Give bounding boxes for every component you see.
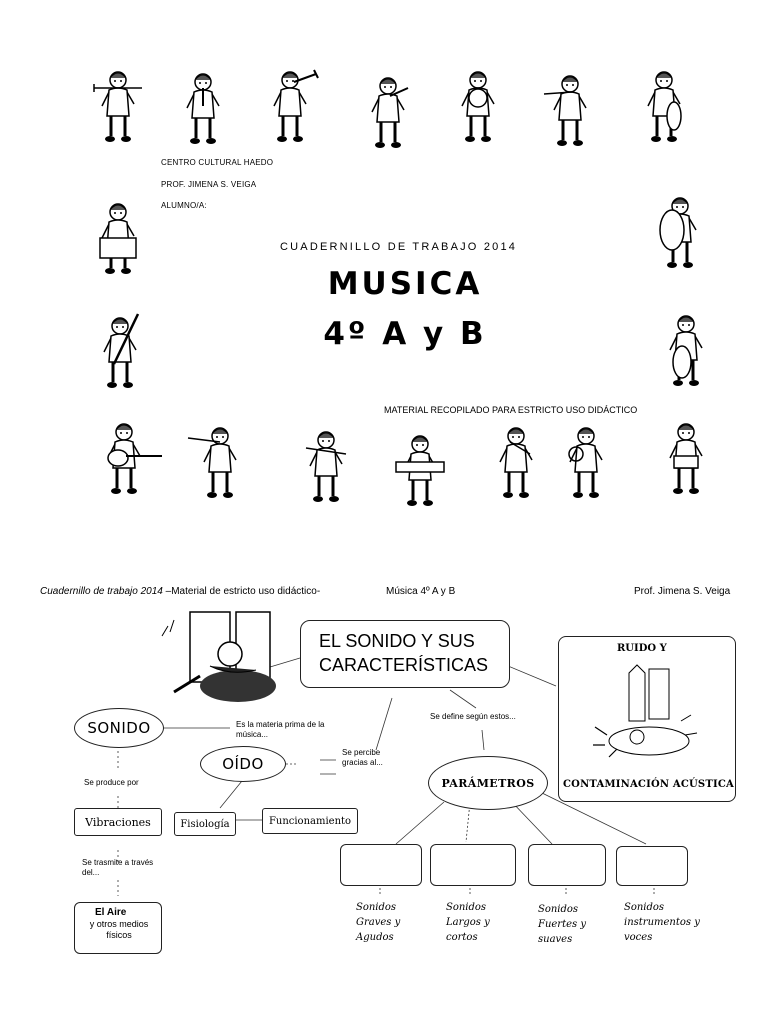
violin-player-icon-3 xyxy=(496,424,536,502)
fisiologia-box xyxy=(174,812,236,836)
header-right: Prof. Jimena S. Veiga xyxy=(634,586,731,597)
oido-label: OÍDO xyxy=(222,755,264,773)
info-school: CENTRO CULTURAL HAEDO xyxy=(161,158,274,167)
cover-subtitle: CUADERNILLO DE TRABAJO 2014 xyxy=(280,241,518,253)
param-box-1[interactable] xyxy=(340,844,422,886)
sonido-note: Es la materia prima de la música... xyxy=(236,720,325,739)
fisiologia-label: Fisiología xyxy=(180,818,230,830)
vibraciones-box xyxy=(74,808,162,836)
cello-player-icon-2 xyxy=(666,312,706,390)
violin-player-icon xyxy=(368,74,408,152)
violin-player-icon-2 xyxy=(306,428,346,506)
main-title-line2: CARACTERÍSTICAS xyxy=(319,655,489,675)
bass-drum-player-icon xyxy=(660,194,700,272)
trumpet-player-icon xyxy=(270,68,310,146)
flute-player-icon-3 xyxy=(200,424,240,502)
cover-title: MUSICA xyxy=(327,266,483,302)
aire-rest: y otros medios físicos xyxy=(89,919,149,940)
noise-kid-icon xyxy=(589,661,699,771)
guitar-player-icon xyxy=(104,420,144,498)
header-left-italic: Cuadernillo de trabajo 2014 xyxy=(40,586,163,597)
parametros-label: PARÁMETROS xyxy=(441,776,535,790)
header-left-rest: –Material de estricto uso didáctico- xyxy=(162,586,321,597)
material-note: MATERIAL RECOPILADO PARA ESTRICTO USO DIDÁCTICO xyxy=(384,405,638,415)
tuba-player-icon xyxy=(458,68,498,146)
param-box-2[interactable] xyxy=(430,844,516,886)
define-note: Se define según estos... xyxy=(430,712,516,721)
trombone-player-icon xyxy=(98,68,138,146)
produce-note: Se produce por xyxy=(84,778,139,787)
param-label-2: Sonidos Largos y cortos xyxy=(446,902,490,943)
listening-kid-icon xyxy=(160,606,280,706)
sonido-oval xyxy=(74,708,164,748)
snare-drum-player-icon xyxy=(666,420,706,498)
parametros-oval xyxy=(428,756,548,810)
header-left xyxy=(40,586,320,597)
trasmite-note: Se trasmite a través del... xyxy=(82,858,154,877)
flute-player-icon xyxy=(183,70,223,148)
cello-player-icon xyxy=(644,68,684,146)
main-title-box xyxy=(300,620,510,688)
aire-box xyxy=(74,902,162,954)
horn-player-icon xyxy=(566,424,606,502)
drum-player-icon xyxy=(98,200,138,278)
header-center: Música 4º A y B xyxy=(386,586,456,597)
param-label-3: Sonidos Fuertes y suaves xyxy=(538,904,586,945)
param-label-1: Sonidos Graves y Agudos xyxy=(356,902,401,943)
ruido-subtitle: CONTAMINACIÓN ACÚSTICA xyxy=(563,779,734,790)
param-label-4: Sonidos instrumentos y voces xyxy=(624,902,700,943)
sonido-label: SONIDO xyxy=(87,719,151,737)
oido-oval xyxy=(200,746,286,782)
oido-note: Se percibe gracias al... xyxy=(342,748,383,767)
aire-title: El Aire xyxy=(95,907,127,918)
vibraciones-label: Vibraciones xyxy=(85,815,151,829)
main-title-line1: EL SONIDO Y SUS xyxy=(319,631,475,651)
info-teacher: PROF. JIMENA S. VEIGA xyxy=(161,180,257,189)
flute-player-icon-2 xyxy=(550,72,590,150)
funcionamiento-label: Funcionamiento xyxy=(268,815,352,827)
cover-grade: 4º A y B xyxy=(323,316,487,352)
param-box-3[interactable] xyxy=(528,844,606,886)
xylophone-player-icon xyxy=(400,432,440,510)
funcionamiento-box xyxy=(262,808,358,834)
ruido-box xyxy=(558,636,736,802)
param-box-4[interactable] xyxy=(616,846,688,886)
info-student: ALUMNO/A: xyxy=(161,201,207,210)
ruido-title: RUIDO Y xyxy=(617,643,667,654)
bassoon-player-icon xyxy=(100,314,140,392)
